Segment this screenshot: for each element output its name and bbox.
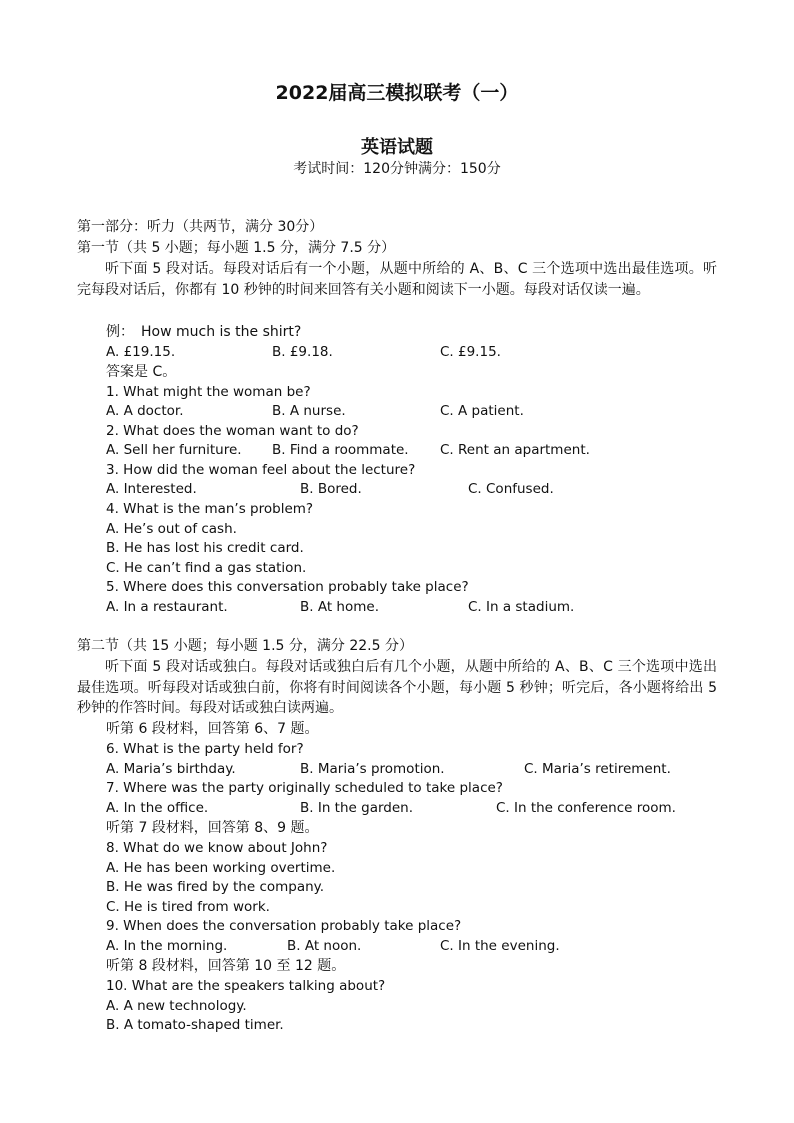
q6-option-b: B. Maria’s promotion. [300,761,445,777]
q5-option-a: A. In a restaurant. [106,599,228,615]
q8-option-b: B. He was fired by the company. [106,879,325,895]
example-answer: 答案是 C。 [106,364,177,380]
q9-option-a: A. In the morning. [106,938,228,954]
q10-option-b: B. A tomato-shaped timer. [106,1017,284,1033]
section2-heading: 第二节（共 15 小题；每小题 1.5 分，满分 22.5 分） [77,638,413,654]
q9-option-c: C. In the evening. [440,938,560,954]
material-6-heading: 听第 6 段材料，回答第 6、7 题。 [106,721,319,737]
example-question: 例： How much is the shirt? [106,324,302,340]
q4-option-c: C. He can’t find a gas station. [106,560,307,576]
q2-option-c: C. Rent an apartment. [440,442,590,458]
part1-heading: 第一部分：听力（共两节，满分 30分） [77,219,324,235]
example-option-a: A. £19.15. [106,344,176,360]
material-7-heading: 听第 7 段材料，回答第 8、9 题。 [106,820,319,836]
section1-heading: 第一节（共 5 小题；每小题 1.5 分，满分 7.5 分） [77,240,396,256]
question-8: 8. What do we know about John? [106,840,328,856]
question-9: 9. When does the conversation probably take place? [106,918,462,934]
question-6: 6. What is the party held for? [106,741,304,757]
q9-option-b: B. At noon. [287,938,362,954]
question-5: 5. Where does this conversation probably take place? [106,579,469,595]
q4-option-b: B. He has lost his credit card. [106,540,304,556]
q7-option-a: A. In the office. [106,800,209,816]
exam-title: 2022届高三模拟联考（一） [275,82,519,104]
question-3: 3. How did the woman feel about the lecture? [106,462,416,478]
q5-option-b: B. At home. [300,599,379,615]
q6-option-a: A. Maria’s birthday. [106,761,236,777]
example-option-b: B. £9.18. [272,344,333,360]
subject-title: 英语试题 [361,137,433,158]
exam-info: 考试时间：120分钟满分：150分 [293,161,501,177]
q10-option-a: A. A new technology. [106,998,247,1014]
q6-option-c: C. Maria’s retirement. [524,761,671,777]
q4-option-a: A. He’s out of cash. [106,521,237,537]
q1-option-c: C. A patient. [440,403,524,419]
material-8-heading: 听第 8 段材料，回答第 10 至 12 题。 [106,958,346,974]
section1-instructions: 听下面 5 段对话。每段对话后有一个小题，从题中所给的 A、B、C 三个选项中选出最佳选项。听完每段对话后，你都有 10 秒钟的时间来回答有关小题和阅读下一小题。每段对话仅读一遍。 [77,261,717,298]
example-option-c: C. £9.15. [440,344,501,360]
question-7: 7. Where was the party originally scheduled to take place? [106,780,503,796]
question-2: 2. What does the woman want to do? [106,423,359,439]
q1-option-b: B. A nurse. [272,403,346,419]
q8-option-a: A. He has been working overtime. [106,860,336,876]
question-10: 10. What are the speakers talking about? [106,978,386,994]
q7-option-b: B. In the garden. [300,800,413,816]
section2-instructions: 听下面 5 段对话或独白。每段对话或独白后有几个小题，从题中所给的 A、B、C 三个选项中选出最佳选项。听每段对话或独白前，你将有时间阅读各个小题，每小题 5 秒钟；听完后，各小题将给出 5 秒钟的作答时间。每段对话或独白读两遍。 [77,659,717,716]
q8-option-c: C. He is tired from work. [106,899,270,915]
q7-option-c: C. In the conference room. [496,800,676,816]
question-1: 1. What might the woman be? [106,384,311,400]
q2-option-b: B. Find a roommate. [272,442,409,458]
q1-option-a: A. A doctor. [106,403,184,419]
q3-option-a: A. Interested. [106,481,197,497]
q5-option-c: C. In a stadium. [468,599,575,615]
q3-option-c: C. Confused. [468,481,554,497]
q3-option-b: B. Bored. [300,481,362,497]
question-4: 4. What is the man’s problem? [106,501,314,517]
q2-option-a: A. Sell her furniture. [106,442,242,458]
